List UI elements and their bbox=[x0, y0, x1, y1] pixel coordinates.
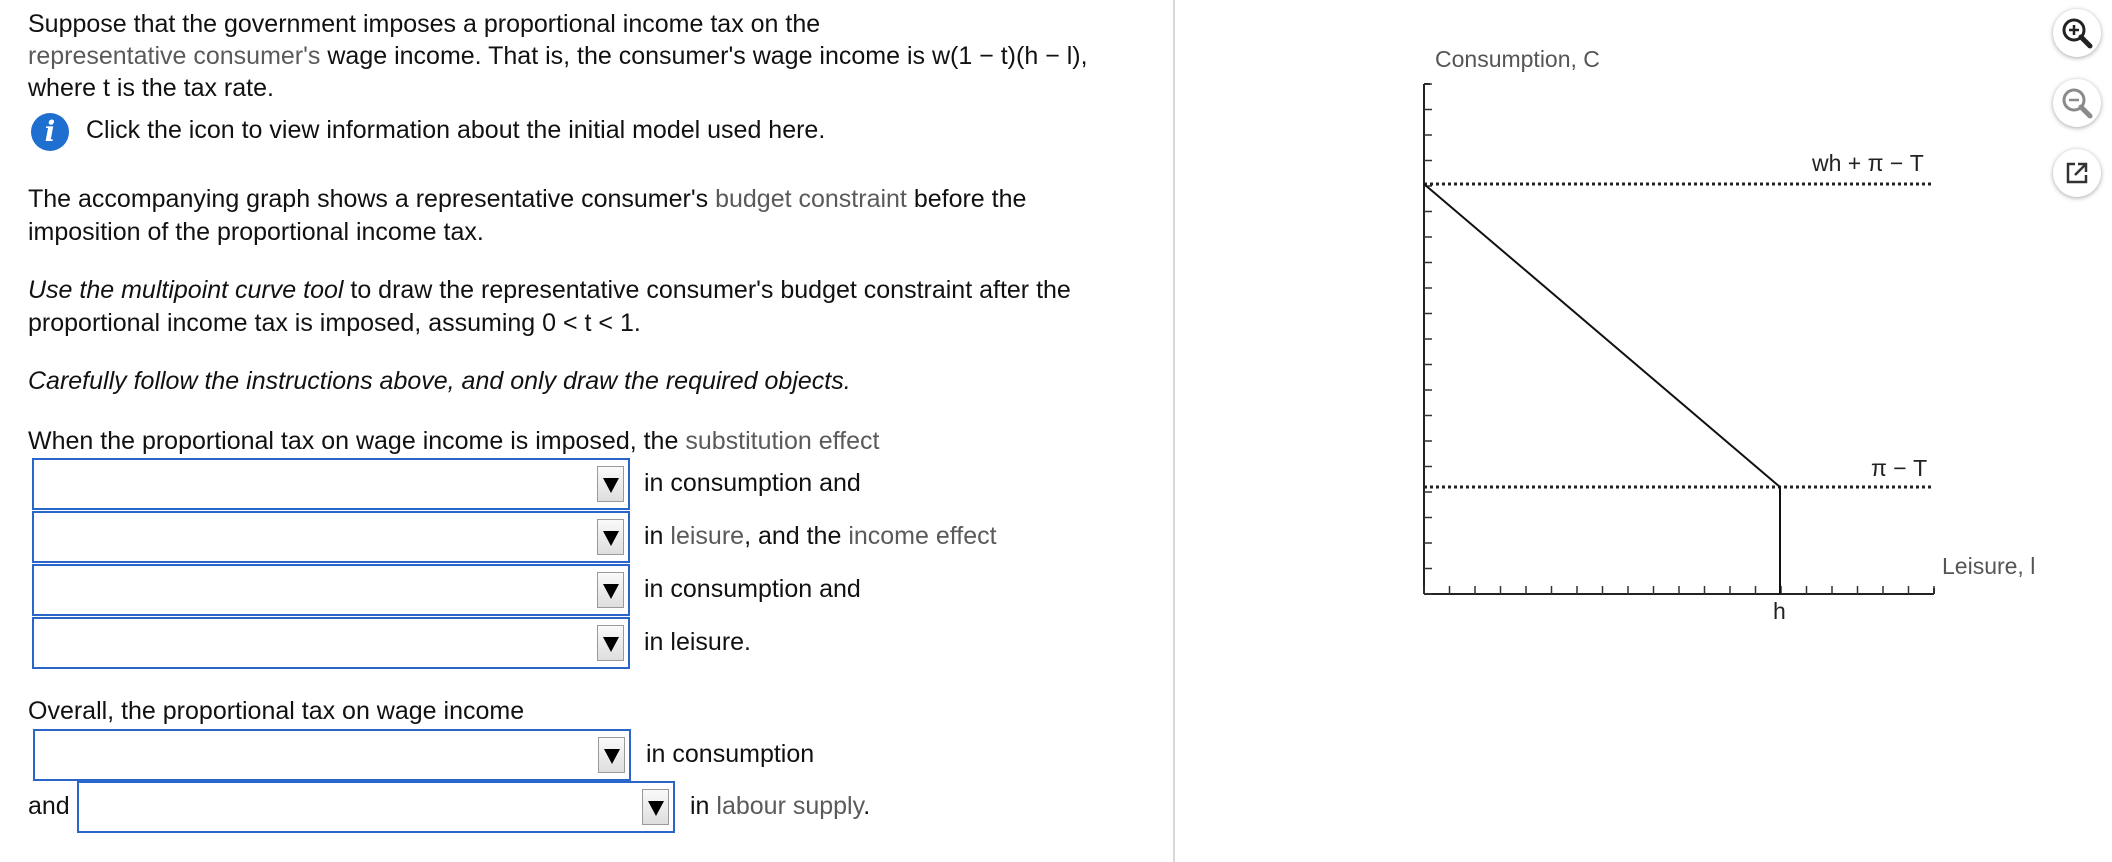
dropdown-substitution-consumption[interactable] bbox=[32, 458, 630, 510]
zoom-out-button[interactable] bbox=[2053, 79, 2101, 127]
lower-line-label: π − T bbox=[1871, 455, 1928, 481]
overall-prompt: Overall, the proportional tax on wage income bbox=[28, 697, 525, 725]
dropdown-2-suffix: in leisure, and the income effect bbox=[644, 522, 997, 550]
x-axis-ticks bbox=[1424, 586, 1934, 594]
popout-button[interactable] bbox=[2053, 149, 2101, 197]
zoom-out-icon bbox=[2053, 79, 2101, 127]
glossary-link-representative-consumer[interactable]: representative consumer's bbox=[28, 42, 321, 70]
intro-line-1: Suppose that the government imposes a proportional income tax on the bbox=[28, 10, 821, 38]
substitution-prompt: When the proportional tax on wage income is imposed, the substitution effect bbox=[28, 427, 880, 455]
zoom-in-icon bbox=[2053, 9, 2101, 57]
info-icon[interactable]: i bbox=[31, 113, 69, 151]
dropdown-income-consumption[interactable] bbox=[32, 564, 630, 616]
x-axis bbox=[1424, 588, 1934, 594]
caution-text: Carefully follow the instructions above, and only draw the required objects. bbox=[28, 367, 851, 395]
and-label: and bbox=[28, 792, 70, 820]
dropdown-income-leisure[interactable] bbox=[32, 617, 630, 669]
graph-description-line-2: imposition of the proportional income tax. bbox=[28, 218, 484, 246]
dropdown-arrow-icon[interactable] bbox=[598, 737, 625, 773]
instruction-line-1: Use the multipoint curve tool to draw the representative consumer's budget constraint after the bbox=[28, 276, 1071, 304]
glossary-link-leisure[interactable]: leisure bbox=[670, 522, 745, 550]
glossary-link-budget-constraint[interactable]: budget constraint bbox=[715, 185, 907, 213]
instruction-line-2: proportional income tax is imposed, assuming 0 < t < 1. bbox=[28, 309, 641, 337]
upper-line-label: wh + π − T bbox=[1812, 150, 1924, 176]
dropdown-1-suffix: in consumption and bbox=[644, 469, 861, 497]
glossary-link-income-effect[interactable]: income effect bbox=[848, 522, 997, 550]
dropdown-arrow-icon[interactable] bbox=[597, 466, 624, 502]
glossary-link-labour-supply[interactable]: labour supply bbox=[716, 792, 864, 820]
graph-description-line-1: The accompanying graph shows a representative consumer's budget constraint before the bbox=[28, 185, 1027, 213]
h-label: h bbox=[1773, 598, 1786, 624]
dropdown-overall-labour-supply[interactable] bbox=[77, 781, 675, 833]
info-text: Click the icon to view information about the initial model used here. bbox=[86, 116, 826, 144]
dropdown-substitution-leisure[interactable] bbox=[32, 511, 630, 563]
dropdown-arrow-icon[interactable] bbox=[597, 572, 624, 608]
y-axis-label: Consumption, C bbox=[1435, 46, 1600, 72]
intro-line-2: representative consumer's wage income. That is, the consumer's wage income is w(1 − t)(h − l), bbox=[28, 42, 1088, 70]
dropdown-4-suffix: in leisure. bbox=[644, 628, 751, 656]
y-axis-ticks bbox=[1424, 84, 1432, 594]
intro-line-3: where t is the tax rate. bbox=[28, 74, 274, 102]
popout-icon bbox=[2053, 149, 2101, 197]
dropdown-arrow-icon[interactable] bbox=[597, 519, 624, 555]
y-axis bbox=[1424, 84, 1430, 594]
zoom-in-button[interactable] bbox=[2053, 9, 2101, 57]
dropdown-arrow-icon[interactable] bbox=[597, 625, 624, 661]
budget-constraint-line bbox=[1424, 184, 1780, 594]
dropdown-3-suffix: in consumption and bbox=[644, 575, 861, 603]
x-axis-label: Leisure, l bbox=[1942, 553, 2036, 579]
dropdown-overall-consumption[interactable] bbox=[33, 729, 631, 781]
dropdown-6-suffix: in labour supply. bbox=[690, 792, 871, 820]
dropdown-arrow-icon[interactable] bbox=[642, 789, 669, 825]
dropdown-5-suffix: in consumption bbox=[646, 740, 815, 768]
glossary-link-substitution-effect[interactable]: substitution effect bbox=[685, 427, 880, 455]
